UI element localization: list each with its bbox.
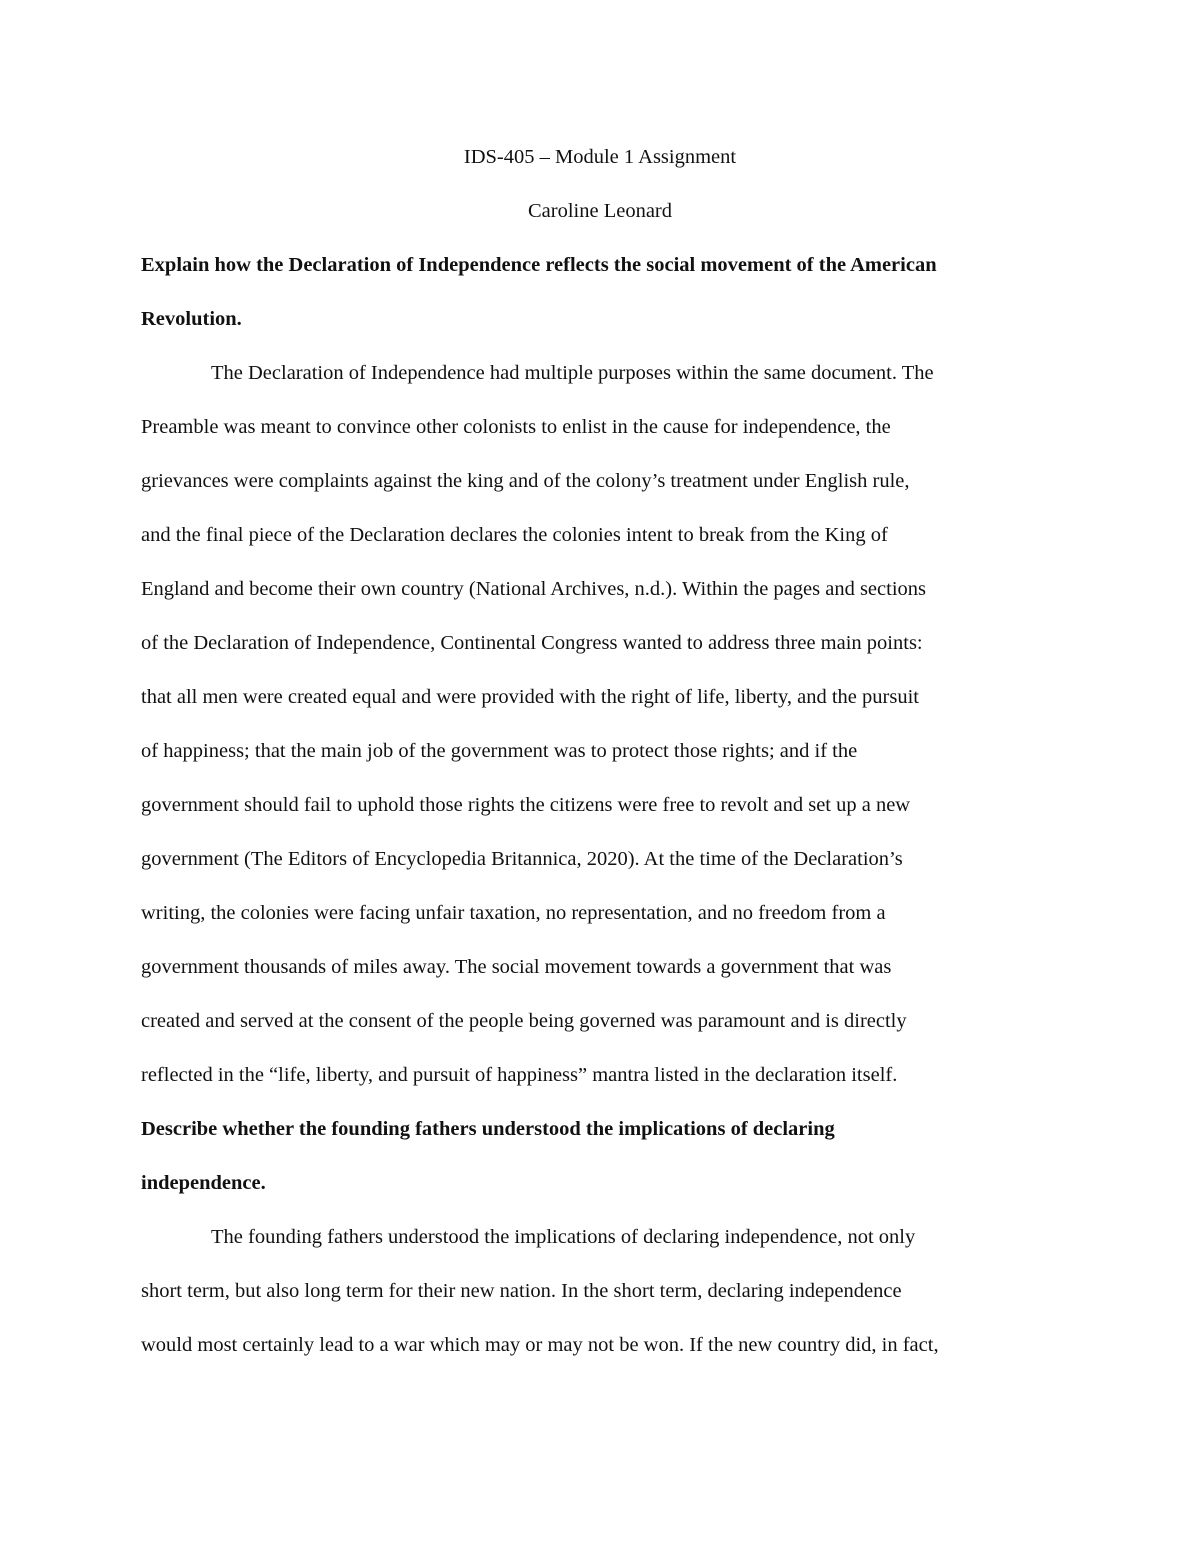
document-title: IDS-405 – Module 1 Assignment	[463, 146, 737, 168]
paragraph-line: that all men were created equal and were provided with the right of life, liberty, and the pursuit	[141, 686, 919, 708]
question-heading-line: Explain how the Declaration of Independence reflects the social movement of the American	[141, 254, 937, 276]
paragraph-line: created and served at the consent of the people being governed was paramount and is directly	[141, 1010, 907, 1032]
paragraph-line: and the final piece of the Declaration declares the colonies intent to break from the King of	[141, 524, 888, 546]
paragraph-line: grievances were complaints against the king and of the colony’s treatment under English rule,	[141, 470, 910, 492]
paragraph-line: government should fail to uphold those rights the citizens were free to revolt and set up a new	[141, 794, 911, 816]
paragraph-line: Preamble was meant to convince other colonists to enlist in the cause for independence, the	[141, 416, 891, 438]
paragraph-line: would most certainly lead to a war which may or may not be won. If the new country did, in fact,	[141, 1334, 939, 1356]
question-heading-line: Describe whether the founding fathers understood the implications of declaring	[141, 1118, 835, 1140]
paragraph-line: of happiness; that the main job of the government was to protect those rights; and if the	[141, 740, 858, 762]
paragraph-line: reflected in the “life, liberty, and pursuit of happiness” mantra listed in the declaration itself.	[141, 1064, 898, 1086]
author-name: Caroline Leonard	[527, 200, 672, 222]
paragraph-line: writing, the colonies were facing unfair taxation, no representation, and no freedom from a	[141, 902, 886, 924]
paragraph-line: short term, but also long term for their new nation. In the short term, declaring independence	[141, 1280, 902, 1302]
paragraph-line: The founding fathers understood the implications of declaring independence, not only	[211, 1226, 916, 1248]
paragraph-line: government thousands of miles away. The social movement towards a government that was	[141, 956, 892, 978]
question-heading-line: independence.	[141, 1172, 266, 1194]
paragraph-line: government (The Editors of Encyclopedia Britannica, 2020). At the time of the Declaration’s	[141, 848, 903, 870]
paragraph-line: England and become their own country (National Archives, n.d.). Within the pages and sections	[141, 578, 926, 600]
question-heading-line: Revolution.	[141, 308, 242, 330]
paragraph-line: The Declaration of Independence had multiple purposes within the same document. The	[211, 362, 934, 384]
paragraph-line: of the Declaration of Independence, Continental Congress wanted to address three main points:	[141, 632, 923, 654]
